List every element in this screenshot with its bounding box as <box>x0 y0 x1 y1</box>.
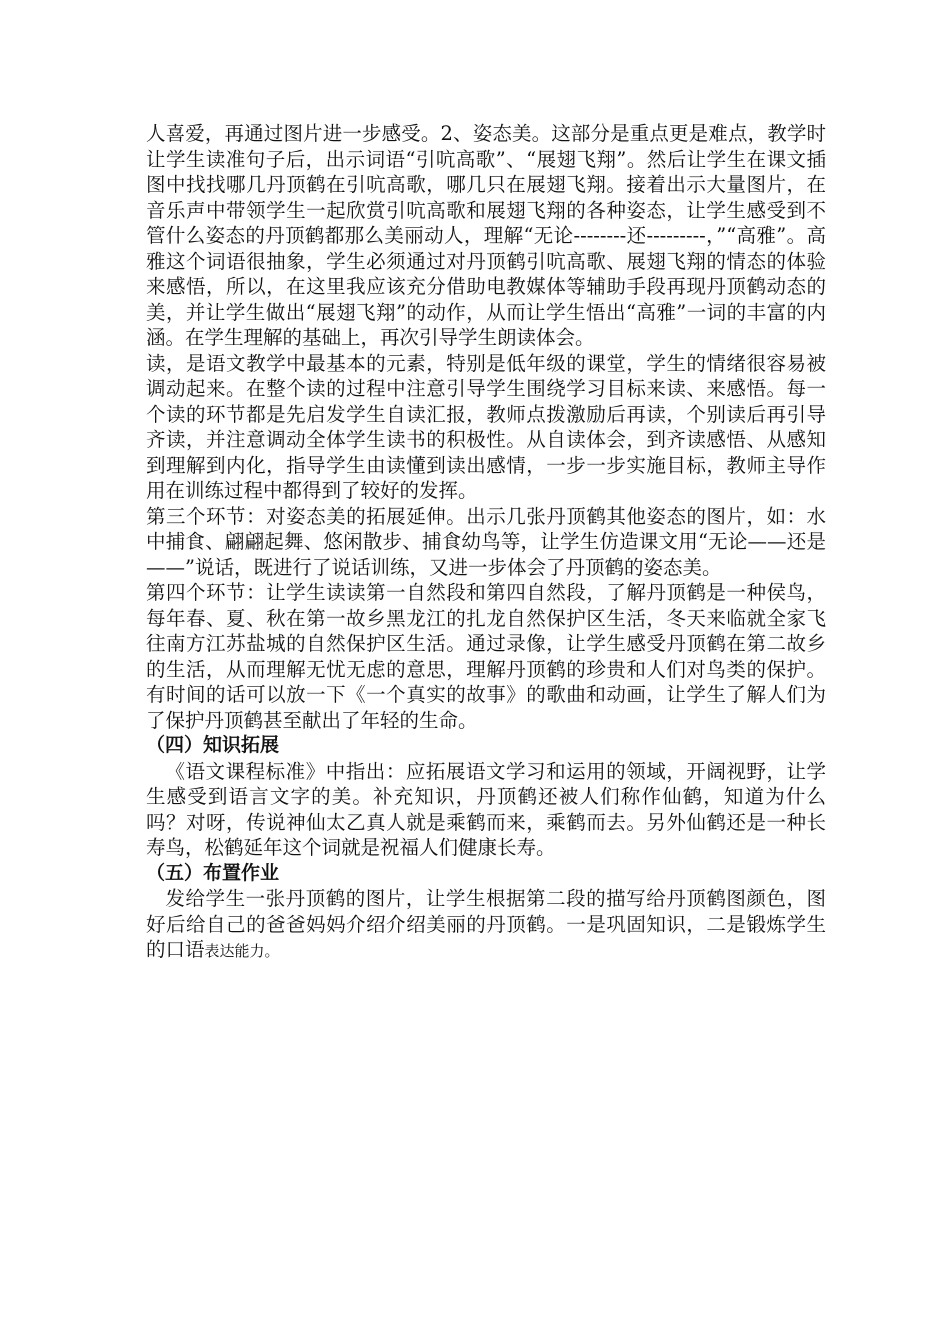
paragraph-knowledge-extension: 《语文课程标准》中指出：应拓展语文学习和运用的领域，开阔视野，让学生感受到语言文字的美。补充知识，丹顶鹤还被人们称作仙鹤，知道为什么吗？对呀，传说神仙太乙真人就是乘鹤而来，乘鹤而去。另外仙鹤还是一种长寿鸟，松鹤延年这个词就是祝福人们健康长寿。 <box>146 759 826 859</box>
section-heading-knowledge-extension: （四）知识拓展 <box>146 734 280 756</box>
document-page <box>146 121 826 965</box>
paragraph-posture-beauty: 人喜爱，再通过图片进一步感受。2、姿态美。这部分是重点更是难点，教学时让学生读准句子后，出示词语“引吭高歌”、“展翅飞翔”。然后让学生在课文插图中找找哪几丹顶鹤在引吭高歌，哪几只在展翅飞翔。接着出示大量图片，在音乐声中带领学生一起欣赏引吭高歌和展翅飞翔的各种姿态，让学生感受到不管什么姿态的丹顶鹤都那么美丽动人，理解“无论--------还---------，”“高雅”。高雅这个词语很抽象，学生必须通过对丹顶鹤引吭高歌、展翅飞翔的情态的体验来感悟，所以，在这里我应该充分借助电教媒体等辅助手段再现丹顶鹤动态的美，并让学生做出“展翅飞翔”的动作，从而让学生悟出“高雅”一词的丰富的内涵。在学生理解的基础上，再次引导学生朗读体会。 <box>146 122 826 349</box>
paragraph-reading: 读，是语文教学中最基本的元素，特别是低年级的课堂，学生的情绪很容易被调动起来。在整个读的过程中注意引导学生围绕学习目标来读、来感悟。每一个读的环节都是先启发学生自读汇报，教师点拨激励后再读，个别读后再引导齐读，并注意调动全体学生读书的积极性。从自读体会，到齐读感悟、从感知到理解到内化，指导学生由读懂到读出感情，一步一步实施目标，教师主导作用在训练过程中都得到了较好的发挥。 <box>146 351 826 502</box>
section-heading-homework: （五）布置作业 <box>146 861 280 884</box>
homework-text-main: 发给学生一张丹顶鹤的图片，让学生根据第二段的描写给丹顶鹤图颜色，图好后给自己的爸爸妈妈介绍介绍美丽的丹顶鹤。一是巩固知识，二是锻炼学生的口语 <box>146 887 826 961</box>
homework-text-tail: 表达能力。 <box>204 942 280 960</box>
paragraph-step-three: 第三个环节：对姿态美的拓展延伸。出示几张丹顶鹤其他姿态的图片，如：水中捕食、翩翩起舞、悠闲散步、捕食幼鸟等，让学生仿造课文用“无论——还是——”说话，既进行了说话训练，又进一步体会了丹顶鹤的姿态美。 <box>146 504 826 579</box>
paragraph-homework <box>146 886 826 965</box>
paragraph-step-four: 第四个环节：让学生读读第一自然段和第四自然段，了解丹顶鹤是一种侯鸟，每年春、夏、秋在第一故乡黑龙江的扎龙自然保护区生活，冬天来临就全家飞往南方江苏盐城的自然保护区生活。通过录像，让学生感受丹顶鹤在第二故乡的生活，从而理解无忧无虑的意思，理解丹顶鹤的珍贵和人们对鸟类的保护。有时间的话可以放一下《一个真实的故事》的歌曲和动画，让学生了解人们为了保护丹顶鹤甚至献出了年轻的生命。 <box>146 581 826 732</box>
